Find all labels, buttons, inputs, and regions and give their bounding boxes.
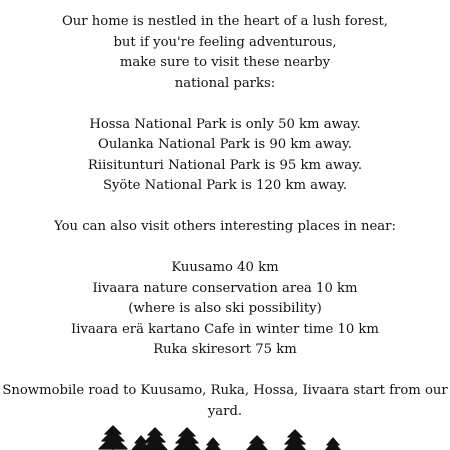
pine-trees-icon: [95, 424, 365, 450]
intro-line-4: national parks:: [174, 75, 276, 91]
place-kuusamo: Kuusamo 40 km: [171, 260, 279, 275]
place-ruka: Ruka skiresort 75 km: [153, 342, 297, 357]
park-hossa: Hossa National Park is only 50 km away.: [89, 116, 361, 132]
snowmobile-line-2: yard.: [207, 403, 243, 419]
others-heading: You can also visit others interesting places in near:: [54, 219, 396, 234]
intro-line-1: Our home is nestled in the heart of a lush forest,: [62, 14, 388, 29]
spacer: [0, 94, 450, 115]
park-oulanka: Oulanka National Park is 90 km away.: [98, 137, 352, 152]
snowmobile-line-1: Snowmobile road to Kuusamo, Ruka, Hossa, Iivaara start from our: [2, 383, 448, 398]
place-ski-note: (where is also ski possibility): [128, 301, 322, 316]
spacer: [0, 238, 450, 259]
park-syote: Syöte National Park is 120 km away.: [102, 178, 348, 193]
place-iivaara-cafe: Iivaara erä kartano Cafe in winter time 10 km: [71, 321, 379, 337]
spacer: [0, 197, 450, 218]
spacer: [0, 361, 450, 382]
intro-line-2: but if you're feeling adventurous,: [113, 34, 337, 50]
intro-line-3: make sure to visit these nearby: [119, 55, 331, 70]
document-body: [0, 12, 450, 422]
place-iivaara-conservation: Iivaara nature conservation area 10 km: [92, 280, 358, 296]
park-riisitunturi: Riisitunturi National Park is 95 km away.: [87, 157, 363, 173]
